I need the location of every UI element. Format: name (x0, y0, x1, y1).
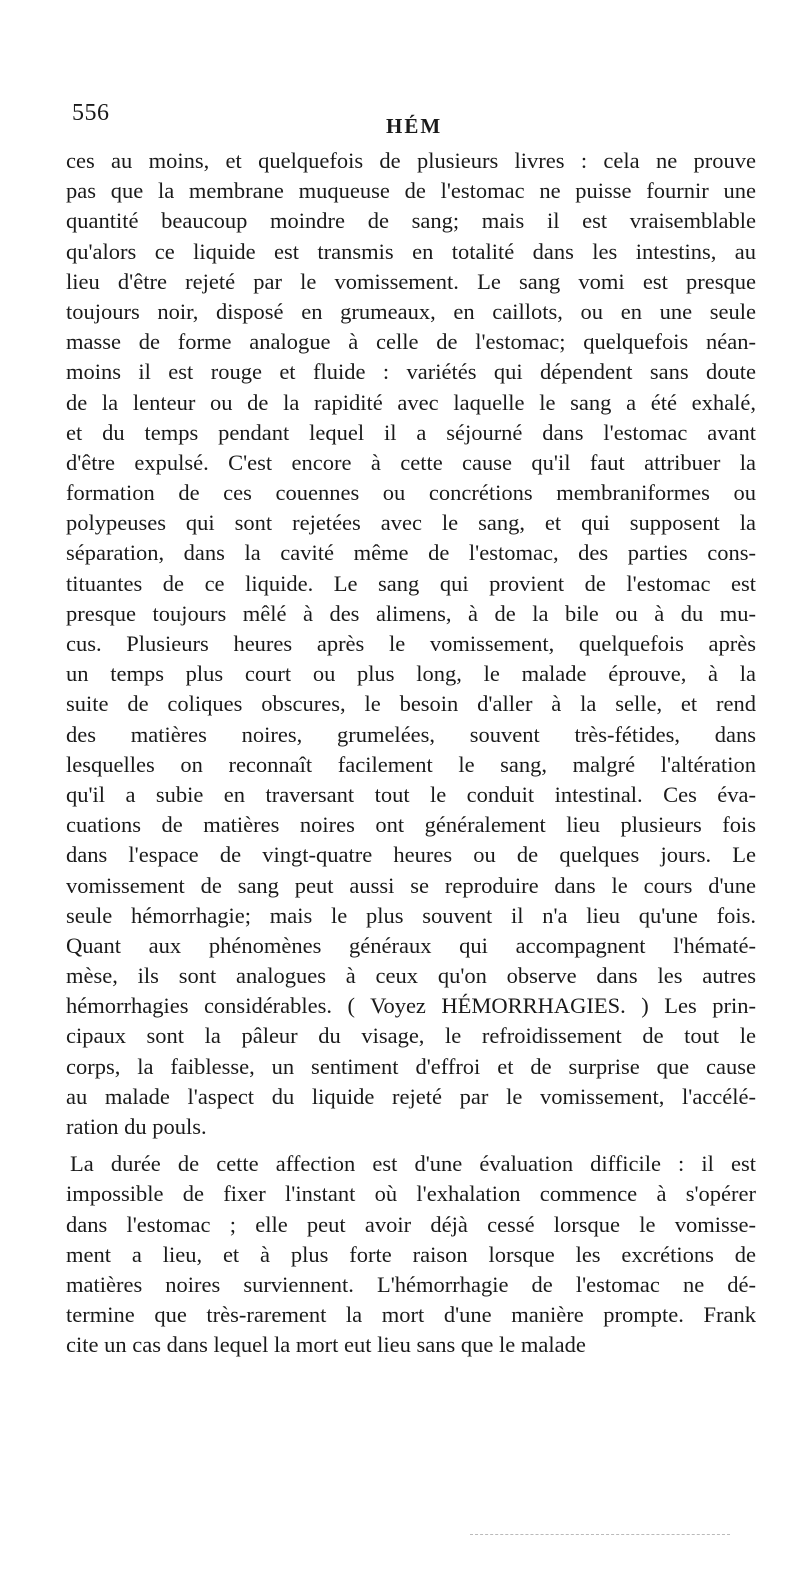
text-line: presque toujours mêlé à des alimens, à de la bile ou à du mu- (66, 600, 756, 626)
footer-rule (470, 1534, 730, 1535)
text-line: tituantes de ce liquide. Le sang qui provient de l'estomac est (66, 570, 756, 596)
text-line: impossible de fixer l'instant où l'exhalation commence à s'opérer (66, 1181, 756, 1207)
text-line: et du temps pendant lequel il a séjourné dans l'estomac avant (66, 419, 756, 445)
text-line: La durée de cette affection est d'une évaluation difficile : il est (70, 1151, 756, 1177)
page-number: 556 (72, 100, 110, 126)
text-line: toujours noir, disposé en grumeaux, en caillots, ou en une seule (66, 298, 756, 324)
text-line: mèse, ils sont analogues à ceux qu'on observe dans les autres (66, 963, 756, 989)
text-line: termine que très-rarement la mort d'une manière prompte. Frank (66, 1302, 756, 1328)
text-line: pas que la membrane muqueuse de l'estomac ne puisse fournir une (66, 178, 756, 204)
text-line: cus. Plusieurs heures après le vomissement, quelquefois après (66, 631, 756, 656)
text-line: cipaux sont la pâleur du visage, le refroidissement de tout le (66, 1023, 756, 1049)
text-line: matières noires surviennent. L'hémorrhagie de l'estomac ne dé- (66, 1271, 756, 1297)
text-line: qu'il a subie en traversant tout le conduit intestinal. Ces éva- (66, 781, 756, 807)
text-line: seule hémorrhagie; mais le plus souvent il n'a lieu qu'une fois. (66, 902, 756, 928)
text-line: hémorrhagies considérables. ( Voyez HÉMORRHAGIES. ) Les prin- (66, 993, 756, 1019)
text-line: vomissement de sang peut aussi se reproduire dans le cours d'une (66, 872, 756, 898)
text-line: ration du pouls. (66, 1114, 207, 1139)
text-line: d'être expulsé. C'est encore à cette cause qu'il faut attribuer la (66, 449, 756, 475)
text-line: séparation, dans la cavité même de l'estomac, des parties cons- (66, 540, 756, 566)
text-line: suite de coliques obscures, le besoin d'aller à la selle, et rend (66, 691, 756, 717)
text-line: des matières noires, grumelées, souvent très-fétides, dans (66, 721, 756, 747)
text-line: corps, la faiblesse, un sentiment d'effroi et de surprise que cause (66, 1053, 756, 1079)
text-line: au malade l'aspect du liquide rejeté par le vomissement, l'accélé- (66, 1083, 756, 1109)
text-line: polypeuses qui sont rejetées avec le sang, et qui supposent la (66, 510, 756, 536)
text-line: cite un cas dans lequel la mort eut lieu sans que le malade (66, 1332, 586, 1358)
text-line: quantité beaucoup moindre de sang; mais il est vraisemblable (66, 208, 756, 234)
text-line: Quant aux phénomènes généraux qui accompagnent l'hématé- (66, 932, 756, 958)
text-line: lesquelles on reconnaît facilement le sang, malgré l'altération (66, 751, 756, 777)
text-line: ment a lieu, et à plus forte raison lorsque les excrétions de (66, 1241, 756, 1267)
text-line: qu'alors ce liquide est transmis en totalité dans les intestins, au (66, 238, 756, 264)
text-line: cuations de matières noires ont généralement lieu plusieurs fois (66, 812, 756, 838)
text-line: un temps plus court ou plus long, le malade éprouve, à la (66, 661, 756, 687)
body-text (66, 146, 756, 1361)
text-line: moins il est rouge et fluide : variétés qui dépendent sans doute (66, 359, 756, 385)
text-line: lieu d'être rejeté par le vomissement. Le sang vomi est presque (66, 268, 756, 294)
text-line: dans l'espace de vingt-quatre heures ou de quelques jours. Le (66, 842, 756, 868)
text-line: ces au moins, et quelquefois de plusieurs livres : cela ne prouve (66, 148, 756, 173)
text-line: de la lenteur ou de la rapidité avec laquelle le sang a été exhalé, (66, 389, 756, 415)
text-line: masse de forme analogue à celle de l'estomac; quelquefois néan- (66, 329, 756, 355)
paragraph (66, 146, 756, 1142)
text-line: formation de ces couennes ou concrétions membraniformes ou (66, 480, 756, 506)
paragraph (66, 1149, 756, 1360)
running-head: HÉM (386, 114, 443, 138)
paragraph-gap (66, 1142, 756, 1149)
text-line: dans l'estomac ; elle peut avoir déjà cessé lorsque le vomisse- (66, 1211, 756, 1237)
